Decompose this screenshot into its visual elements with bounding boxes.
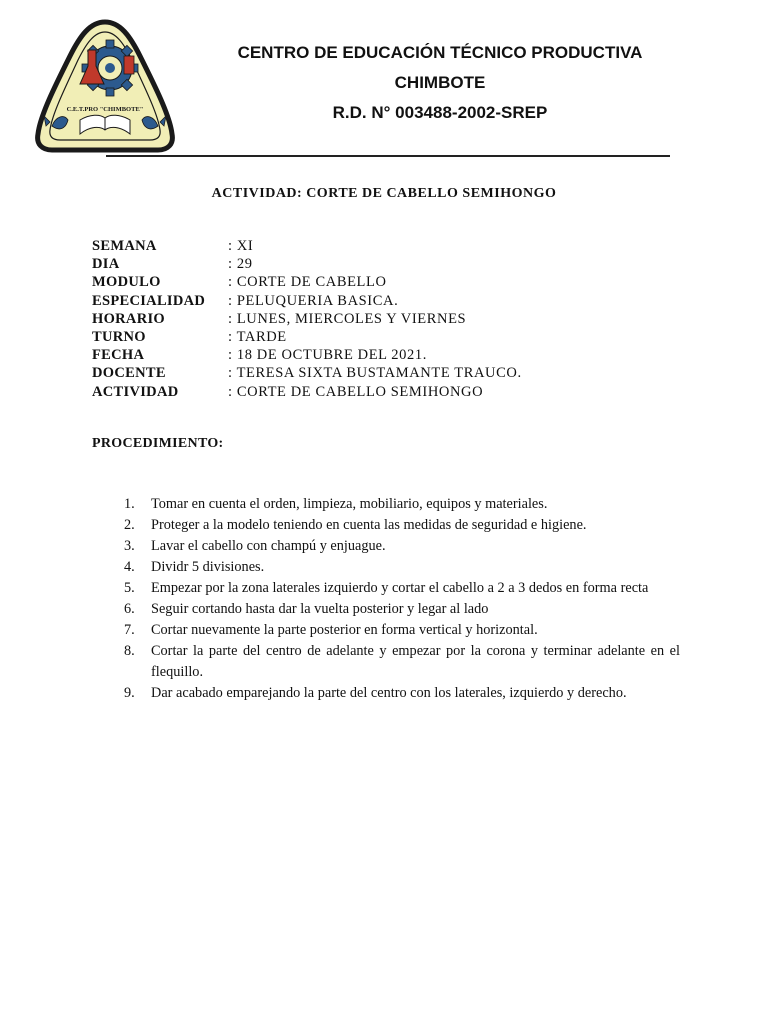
step-text: Dar acabado emparejando la parte del centro con los laterales, izquierdo y derecho. bbox=[151, 685, 627, 701]
info-value: : PELUQUERIA BASICA. bbox=[228, 292, 399, 309]
step-text: Cortar nuevamente la parte posterior en forma vertical y horizontal. bbox=[151, 622, 538, 638]
info-label: FECHA bbox=[92, 347, 145, 364]
info-table bbox=[92, 237, 522, 401]
step-text: Empezar por la zona laterales izquierdo y cortar el cabello a 2 a 3 dedos en forma recta bbox=[151, 580, 649, 596]
header-resolution: R.D. N° 003488-2002-SREP bbox=[332, 103, 548, 122]
step-number: 3. bbox=[124, 538, 135, 554]
info-label: ESPECIALIDAD bbox=[92, 292, 206, 309]
list-item bbox=[124, 515, 680, 536]
info-row bbox=[92, 346, 522, 364]
info-label: HORARIO bbox=[92, 310, 165, 327]
info-row bbox=[92, 364, 522, 382]
step-number: 5. bbox=[124, 580, 135, 596]
list-item bbox=[124, 620, 680, 641]
info-value: : TERESA SIXTA BUSTAMANTE TRAUCO. bbox=[228, 365, 522, 382]
list-item bbox=[124, 557, 680, 578]
info-value: : LUNES, MIERCOLES Y VIERNES bbox=[228, 310, 467, 327]
institution-logo bbox=[30, 16, 180, 156]
info-label: TURNO bbox=[92, 329, 146, 346]
list-item bbox=[124, 536, 680, 557]
info-value: : TARDE bbox=[228, 329, 287, 346]
info-value: : 18 DE OCTUBRE DEL 2021. bbox=[228, 347, 427, 364]
list-item bbox=[124, 578, 680, 599]
info-value: : CORTE DE CABELLO SEMIHONGO bbox=[228, 383, 484, 400]
step-number: 2. bbox=[124, 517, 135, 533]
header-institution-name: CENTRO DE EDUCACIÓN TÉCNICO PRODUCTIVA bbox=[237, 43, 643, 62]
info-label: DOCENTE bbox=[92, 365, 166, 382]
info-label: ACTIVIDAD bbox=[92, 383, 179, 400]
info-label: DIA bbox=[92, 256, 120, 273]
list-item bbox=[124, 599, 680, 620]
step-text: Cortar la parte del centro de adelante y empezar por la corona y terminar adelante en el flequillo. bbox=[151, 643, 680, 680]
info-label: SEMANA bbox=[92, 238, 157, 254]
info-row bbox=[92, 237, 522, 255]
list-item bbox=[124, 494, 680, 515]
header-divider bbox=[106, 155, 670, 157]
step-text: Tomar en cuenta el orden, limpieza, mobiliario, equipos y materiales. bbox=[151, 496, 548, 512]
info-value: : XI bbox=[228, 238, 254, 254]
step-number: 8. bbox=[124, 643, 135, 659]
step-number: 1. bbox=[124, 496, 135, 512]
list-item bbox=[124, 641, 680, 683]
logo-banner-text: C.E.T.PRO "CHIMBOTE" bbox=[66, 106, 144, 113]
info-row bbox=[92, 310, 522, 328]
info-value: : 29 bbox=[228, 256, 253, 273]
document-header bbox=[190, 38, 690, 128]
activity-title: ACTIVIDAD: CORTE DE CABELLO SEMIHONGO bbox=[211, 186, 557, 201]
step-text: Seguir cortando hasta dar la vuelta posterior y legar al lado bbox=[151, 601, 489, 617]
procedure-title: PROCEDIMIENTO: bbox=[92, 436, 224, 451]
info-row bbox=[92, 328, 522, 346]
step-number: 7. bbox=[124, 622, 135, 638]
info-value: : CORTE DE CABELLO bbox=[228, 274, 387, 291]
info-row bbox=[92, 273, 522, 291]
list-item bbox=[124, 683, 680, 704]
info-row bbox=[92, 292, 522, 310]
step-number: 4. bbox=[124, 559, 135, 575]
step-text: Dividr 5 divisiones. bbox=[151, 559, 265, 575]
step-text: Lavar el cabello con champú y enjuague. bbox=[151, 538, 386, 554]
step-text: Proteger a la modelo teniendo en cuenta las medidas de seguridad e higiene. bbox=[151, 517, 587, 533]
info-row bbox=[92, 383, 522, 401]
header-city: CHIMBOTE bbox=[394, 73, 486, 92]
procedure-steps-list bbox=[124, 494, 680, 704]
step-number: 9. bbox=[124, 685, 135, 701]
info-label: MODULO bbox=[92, 274, 161, 291]
info-row bbox=[92, 255, 522, 273]
step-number: 6. bbox=[124, 601, 135, 617]
